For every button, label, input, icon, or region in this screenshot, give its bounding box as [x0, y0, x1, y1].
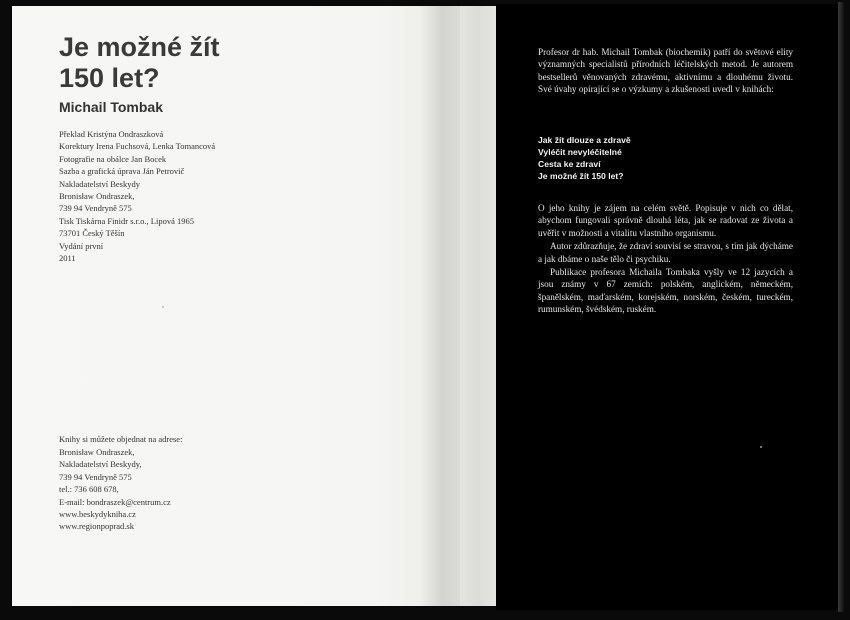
order-line: 739 94 Vendryně 575 [59, 471, 132, 482]
paragraph: Publikace profesora Michaila Tombaka vyšly ve 12 jazycích a jsou známy v 67 zemích: polském, anglickém, německém, španělském, maďarském, korejském, norském, českém, tureckém, rumunském, švédském, ruském. [538, 267, 793, 315]
order-website: www.regionpoprad.sk [59, 521, 134, 532]
credit-line: 739 94 Vendryně 575 [59, 203, 132, 214]
right-page [496, 4, 842, 610]
order-intro: Knihy si můžete objednat na adrese: [59, 434, 183, 444]
book-list-item: Cesta ke zdraví [538, 159, 601, 169]
order-address [59, 446, 171, 533]
book-author: Michail Tombak [59, 99, 163, 115]
order-website: www.beskydykniha.cz [59, 509, 136, 520]
book-list-item: Vyléčit nevyléčitelné [538, 147, 622, 157]
gutter-shadow [420, 6, 460, 606]
book-title-line-2: 150 let? [59, 63, 160, 93]
left-page [12, 6, 498, 606]
credit-line: Fotografie na obálce Jan Bocek [59, 153, 167, 164]
credit-line: 73701 Český Těšín [59, 228, 125, 239]
imprint-credits [59, 128, 215, 264]
paragraph: O jeho knihy je zájem na celém světě. Popisuje v nich co dělat, abychom fungovali správně dlouhá léta, jak se radovat ze života a uvěřit v možnosti a vitalitu vlastního organismu. [538, 203, 793, 238]
order-line: tel.: 736 608 678, [59, 484, 119, 495]
book-title-line-1: Je možné žít [59, 32, 220, 62]
credit-line: Bronisław Ondraszek, [59, 191, 135, 202]
book-list-item: Jak žít dlouze a zdravě [538, 135, 631, 145]
paragraph: Autor zdůrazňuje, že zdraví souvisí se stravou, s tím jak dýcháme a jak dbáme o naše tělo či psychiku. [538, 241, 793, 264]
credit-line: Překlad Kristýna Ondraszková [59, 129, 164, 139]
book-title [59, 32, 220, 94]
book-list [538, 134, 631, 182]
credit-line: Sazba a grafická úprava Ján Petrovič [59, 166, 185, 177]
credit-line: Vydání první [59, 240, 104, 251]
page-edge [838, 2, 844, 612]
book-list-item: Je možné žít 150 let? [538, 171, 624, 181]
order-line: Bronisław Ondraszek, [59, 447, 135, 457]
paper-speck [760, 446, 762, 448]
credit-line: Korektury Irena Fuchsová, Lenka Tomancová [59, 141, 216, 152]
order-line: Nakladatelství Beskydy, [59, 459, 142, 470]
credit-line: Nakladatelství Beskydy [59, 178, 140, 189]
order-email: E-mail: bondraszek@centrum.cz [59, 496, 171, 507]
body-text [538, 202, 793, 317]
credit-line: 2011 [59, 253, 76, 264]
paper-speck [162, 306, 164, 308]
credit-line: Tisk Tiskárna Finidr s.r.o., Lipová 1965 [59, 215, 194, 226]
author-bio: Profesor dr hab. Michail Tombak (biochemik) patří do světové elity významných specialistů přírodních léčitelských metod. Je autorem bestsellerů věnovaných zdravému, aktivnímu a dlouhému životu. Své úvahy opírající se o výzkumy a zkušenosti uvedl v knihách: [538, 47, 793, 95]
